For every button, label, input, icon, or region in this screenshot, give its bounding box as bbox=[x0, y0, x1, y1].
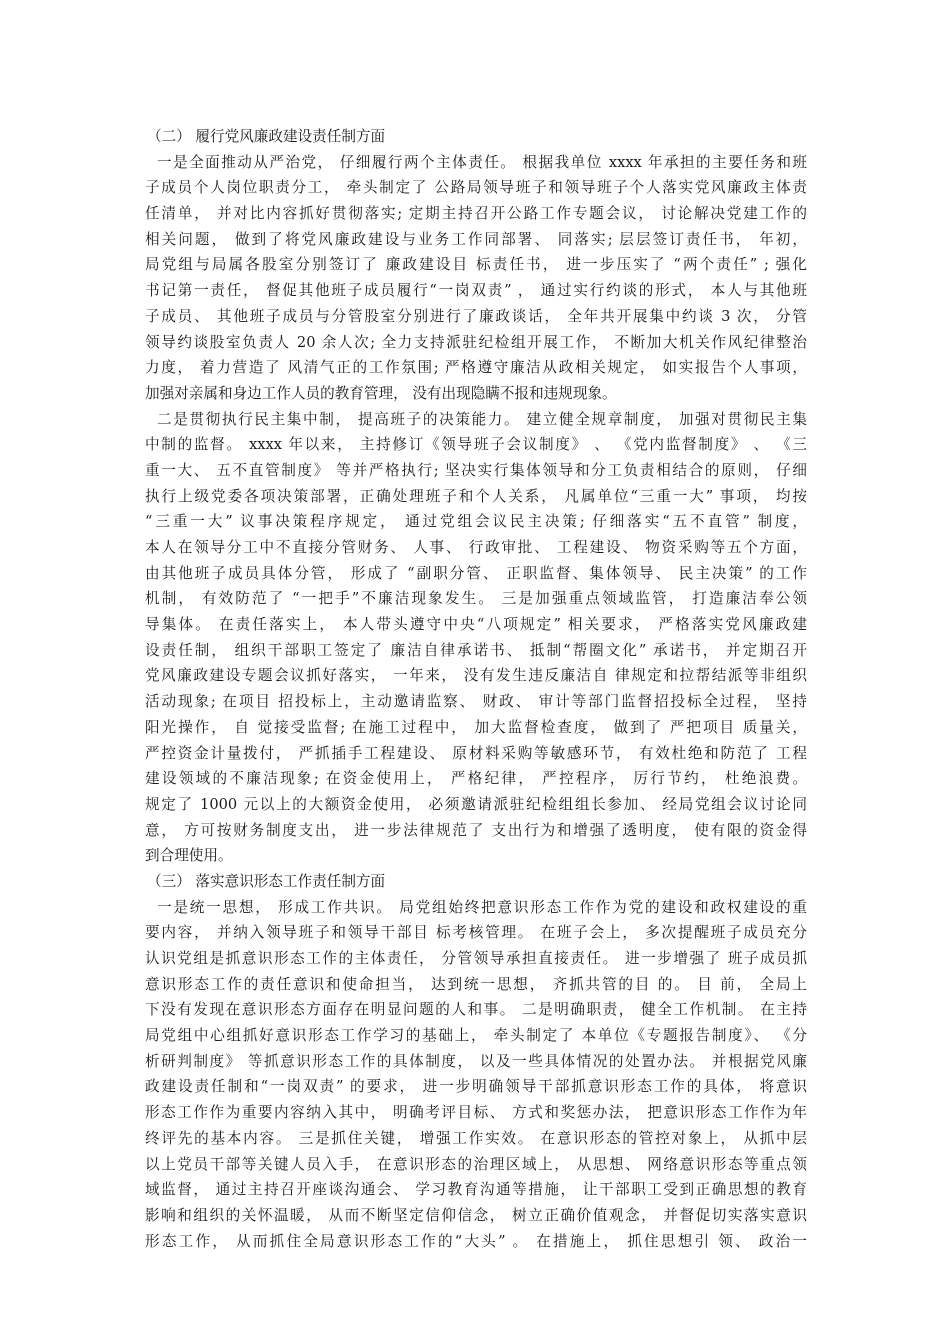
paragraph-line: 相关问题， 做到了将党风廉政建设与业务工作同部署、 同落实; 层层签订责任书， 年初， bbox=[145, 230, 807, 248]
paragraph-line: 由其他班子成员具体分管， 形成了 “副职分管、 正职监督、集体领导、 民主决策” 的工作 bbox=[145, 564, 807, 582]
paragraph-line: “三重一大” 议事决策程序规定， 通过党组会议民主决策; 仔细落实“五不直管” 制度， bbox=[145, 513, 807, 531]
paragraph-line: 党风廉政建设专题会议抓好落实， 一年来， 没有发生违反廉洁自 律规定和拉帮结派等非组织 bbox=[145, 667, 807, 685]
paragraph-line: 机制， 有效防范了 “一把手”不廉洁现象发生。 三是加强重点领域监管， 打造廉洁奉公领 bbox=[145, 590, 807, 608]
paragraph-line: 认识党组是抓意识形态工作的主体责任， 分管领导承担直接责任。 进一步增强了 班子成员抓 bbox=[145, 950, 807, 967]
paragraph-line: 二是贯彻执行民主集中制， 提高班子的决策能力。 建立健全规章制度， 加强对贯彻民主集 bbox=[157, 410, 807, 428]
paragraph-line: 要内容， 并纳入领导班子和领导干部目 标考核管理。 在班子会上， 多次提醒班子成员充分 bbox=[145, 924, 807, 942]
paragraph-line: 力度， 着力营造了 风清气正的工作氛围; 严格遵守廉洁从政相关规定， 如实报告个人事项， bbox=[145, 359, 807, 377]
paragraph-line: 规定了 1000 元以上的大额资金使用， 必须邀请派驻纪检组组长参加、 经局党组会议讨论同 bbox=[145, 795, 807, 813]
paragraph-line: 以上党员干部等关键人员入手， 在意识形态的治理区域上， 从思想、 网络意识形态等重点领 bbox=[145, 1155, 807, 1173]
paragraph-line: 本人在领导分工中不直接分管财务、 人事、 行政审批、 工程建设、 物资采购等五个方面， bbox=[145, 539, 807, 556]
paragraph-line: 局党组与局属各股室分别签订了 廉政建设目 标责任书， 进一步压实了 “两个责任” ; 强化 bbox=[145, 256, 807, 274]
document-page bbox=[145, 124, 807, 1254]
paragraph-line: 政建设责任制和“一岗双责” 的要求， 进一步明确领导干部抓意识形态工作的具体， 将意识 bbox=[145, 1078, 807, 1096]
paragraph-line: 执行上级党委各项决策部署，正确处理班子和个人关系， 凡属单位“三重一大” 事项， 均按 bbox=[145, 487, 807, 505]
paragraph-line: 下没有发现在意识形态方面存在明显问题的人和事。 二是明确职责， 健全工作机制。 在主持 bbox=[145, 1001, 807, 1019]
paragraph-line: 意， 方可按财务制度支出， 进一步法律规范了 支出行为和增强了透明度， 使有限的资金得 bbox=[145, 821, 807, 839]
paragraph-line: 中制的监督。 xxxx 年以来， 主持修订《领导班子会议制度》 、 《党内监督制度》 、 《三 bbox=[145, 436, 807, 454]
paragraph-line: 终评先的基本内容。 三是抓住关键， 增强工作实效。 在意识形态的管控对象上， 从抓中层 bbox=[145, 1129, 807, 1147]
paragraph-line: 活动现象; 在项目 招投标上，主动邀请监察、 财政、 审计等部门监督招投标全过程， 坚持 bbox=[145, 693, 807, 711]
paragraph-line: 严控资金计量拨付， 严抓插手工程建设、 原材料采购等敏感环节， 有效杜绝和防范了 工程 bbox=[145, 744, 807, 762]
paragraph-line: 书记第一责任， 督促其他班子成员履行“一岗双责” ， 通过实行约谈的形式， 本人与其他班 bbox=[145, 282, 807, 300]
paragraph-line: 析研判制度》 等抓意识形态工作的具体制度， 以及一些具体情况的处置办法。 并根据党风廉 bbox=[145, 1052, 807, 1070]
paragraph-line: 域监督， 通过主持召开座谈沟通会、 学习教育沟通等措施， 让干部职工受到正确思想的教育 bbox=[145, 1181, 807, 1199]
paragraph-line: 领导约谈股室负责人 20 余人次; 全力支持派驻纪检组开展工作， 不断加大机关作风纪律整治 bbox=[145, 333, 807, 351]
paragraph-line: 影响和组织的关怀温暖， 从而不断坚定信仰信念， 树立正确价值观念， 并督促切实落实意识 bbox=[145, 1206, 807, 1224]
paragraph-line: 导集体。 在责任落实上， 本人带头遵守中央“八项规定” 相关要求， 严格落实党风廉政建 bbox=[145, 616, 807, 634]
paragraph-line: 到合理使用。 bbox=[145, 847, 233, 865]
section-heading: （三） 落实意识形态工作责任制方面 bbox=[147, 872, 386, 890]
paragraph-line: 阳光操作， 自 觉接受监督; 在施工过程中， 加大监督检查度， 做到了 严把项目 质量关， bbox=[145, 718, 807, 736]
paragraph-line: 一是全面推动从严治党， 仔细履行两个主体责任。 根据我单位 xxxx 年承担的主要任务和班 bbox=[157, 153, 807, 171]
paragraph-line: 意识形态工作的责任意识和使命担当， 达到统一思想， 齐抓共管的目 的。 目 前， 全局上 bbox=[145, 975, 807, 993]
paragraph-line: 局党组中心组抓好意识形态工作学习的基础上， 牵头制定了 本单位《专题报告制度》、 《分 bbox=[145, 1027, 807, 1045]
paragraph-line: 重一大、 五不直管制度》 等并严格执行; 坚决实行集体领导和分工负责相结合的原则， 仔细 bbox=[145, 461, 807, 479]
paragraph-line: 形态工作， 从而抓住全局意识形态工作的“大头” 。 在措施上， 抓住思想引 领、 政治一 bbox=[145, 1232, 807, 1250]
paragraph-line: 子成员、 其他班子成员与分管股室分别进行了廉政谈话， 全年共开展集中约谈 3 次， 分管 bbox=[145, 307, 807, 325]
section-heading: （二） 履行党风廉政建设责任制方面 bbox=[147, 128, 386, 145]
paragraph-line: 任清单， 并对比内容抓好贯彻落实; 定期主持召开公路工作专题会议， 讨论解决党建工作的 bbox=[145, 205, 807, 223]
paragraph-line: 设责任制， 组织干部职工签定了 廉洁自律承诺书、 抵制“帮圈文化” 承诺书， 并定期召开 bbox=[145, 641, 807, 659]
paragraph-line: 形态工作作为重要内容纳入其中， 明确考评目标、 方式和奖惩办法， 把意识形态工作作为年 bbox=[145, 1104, 807, 1122]
paragraph-line: 建设领域的不廉洁现象; 在资金使用上， 严格纪律， 严控程序， 厉行节约， 杜绝浪费。 bbox=[145, 770, 807, 788]
paragraph-line: 一是统一思想， 形成工作共识。 局党组始终把意识形态工作作为党的建设和政权建设的重 bbox=[157, 898, 807, 916]
paragraph-line: 加强对亲属和身边工作人员的教育管理， 没有出现隐瞒不报和违规现象。 bbox=[145, 384, 617, 402]
paragraph-line: 子成员个人岗位职责分工， 牵头制定了 公路局领导班子和领导班子个人落实党风廉政主体责 bbox=[145, 179, 807, 197]
